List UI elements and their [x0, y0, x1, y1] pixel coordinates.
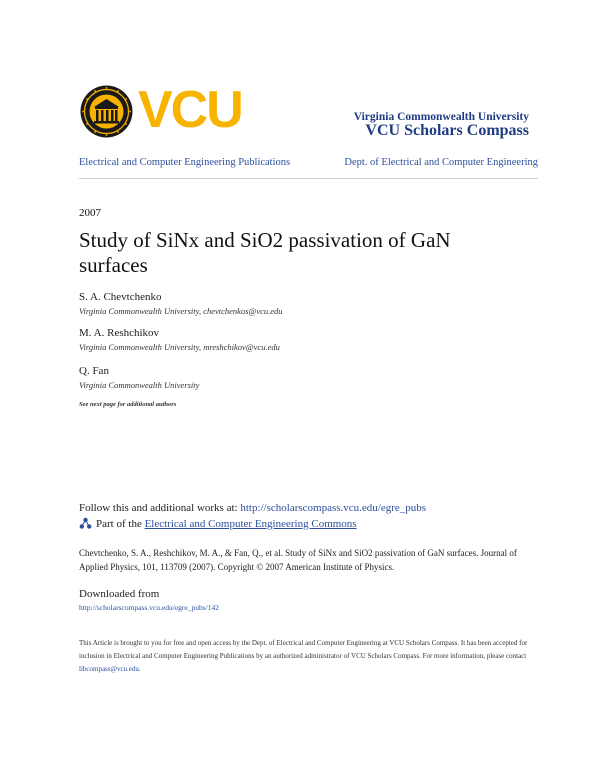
- author-affiliation: Virginia Commonwealth University, mreshchikov@vcu.edu: [79, 342, 280, 352]
- access-notice: [79, 637, 529, 676]
- follow-url-link[interactable]: http://scholarscompass.vcu.edu/egre_pubs: [240, 502, 427, 514]
- commons-network-icon: [79, 517, 92, 530]
- download-url-link[interactable]: http://scholarscompass.vcu.edu/egre_pubs/142: [79, 603, 219, 612]
- vcu-wordmark: VCU: [138, 81, 242, 139]
- author-name: M. A. Reshchikov: [79, 327, 160, 339]
- part-of-line: [79, 517, 357, 530]
- institution-name[interactable]: Virginia Commonwealth University: [353, 111, 529, 123]
- author-affiliation: Virginia Commonwealth University, chevtchenkos@vcu.edu: [79, 306, 283, 316]
- repository-name[interactable]: VCU Scholars Compass: [365, 122, 529, 139]
- notice-text: This Article is brought to you for free and open access by the Dept. of Electrical and Computer Engineering at VCU Scholars Compass. It has been accepted for inclusion in Electrical and Computer Engineering Publications by an authorized administrator of VCU Scholars Compass. For more information, please contact: [79, 639, 528, 660]
- publication-year: 2007: [79, 207, 101, 219]
- see-next-page-note: See next page for additional authors: [79, 401, 177, 408]
- follow-line: [79, 502, 426, 514]
- downloaded-from-heading: Downloaded from: [79, 588, 160, 600]
- collection-link[interactable]: Electrical and Computer Engineering Publications: [79, 157, 291, 168]
- paper-title: Study of SiNx and SiO2 passivation of GaN surfaces: [79, 228, 451, 277]
- citation-text: Chevtchenko, S. A., Reshchikov, M. A., & Fan, Q., et al. Study of SiNx and SiO2 passivation of GaN surfaces. Journal of Applied Physics, 101, 113709 (2007). Copyright © 2007 American Institute of Physics.: [79, 548, 517, 572]
- contact-email-link[interactable]: libcompass@vcu.edu: [79, 665, 139, 673]
- follow-label: Follow this and additional works at:: [79, 502, 241, 514]
- commons-link[interactable]: Electrical and Computer Engineering Commons: [144, 517, 357, 530]
- notice-end: .: [138, 665, 141, 673]
- author-name: S. A. Chevtchenko: [79, 291, 162, 303]
- part-of-label: Part of the: [96, 517, 142, 530]
- author-affiliation: Virginia Commonwealth University: [79, 380, 200, 390]
- vcu-seal-logo: [80, 85, 133, 138]
- author-name: Q. Fan: [79, 365, 109, 377]
- header-divider: [79, 178, 538, 179]
- department-link[interactable]: Dept. of Electrical and Computer Engineering: [344, 157, 538, 168]
